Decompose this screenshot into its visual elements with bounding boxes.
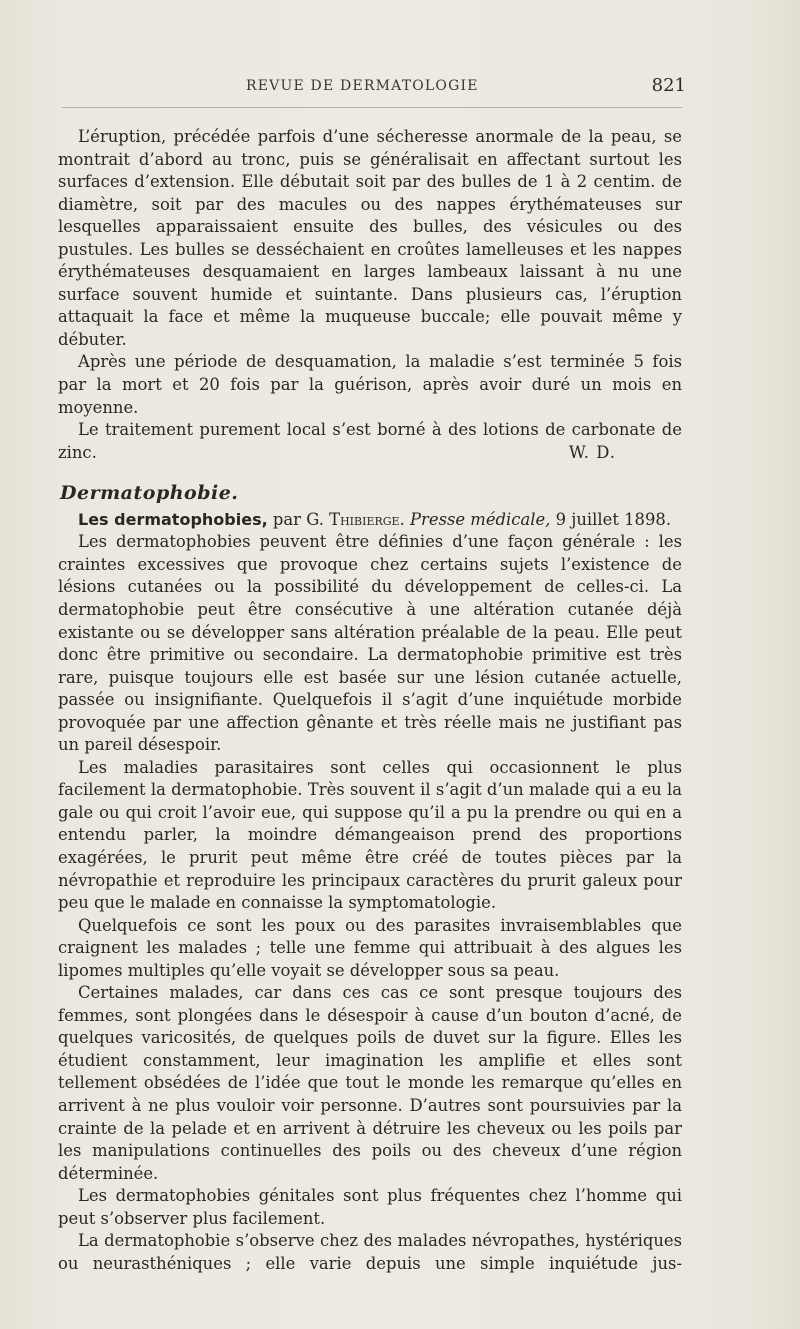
paragraph: L’éruption, précédée parfois d’une sécheresse anormale de la peau, se montrait d’abord au tronc, puis se généralisait en affectant surtout les surfaces d’extension. Elle débutait soit par des bulles de 1 à 2 centim. de diamètre, soit par des macules ou des nappes érythémateuses sur lesquelles apparaissaient ensuite des bulles, des vésicules ou des pustules. Les bulles se desséchaient en croûtes lamelleuses et les nappes érythémateuses desquamaient en larges lambeaux laissant à nu une surface souvent humide et suintante. Dans plusieurs cas, l’éruption attaquait la face et même la muqueuse buccale; elle pouvait même y débuter. [58,127,682,349]
article-title: Les dermatophobies, [78,509,268,529]
article-reference [58,509,682,532]
paragraph: Après une période de desquamation, la maladie s’est terminée 5 fois par la mort et 20 fois par la guérison, après avoir duré un mois en moyenne. [58,352,682,417]
article-date: 9 juillet 1898. [555,509,672,529]
paragraph: Les dermatophobies génitales sont plus fréquentes chez l’homme qui peut s’observer plus facilement. [58,1186,682,1228]
paragraph: Quelquefois ce sont les poux ou des parasites invraisemblables que craignent les malades ; telle une femme qui attribuait à des algues les lipomes multiples qu’elle voyait se développer sous sa peau. [58,915,682,980]
running-head [76,74,686,102]
page-number: 821 [651,75,686,96]
header-rule [62,107,682,108]
paragraph: Le traitement purement local s’est borné à des lotions de carbonate de zinc. [58,420,682,462]
paragraph: Les dermatophobies peuvent être définies d’une façon générale : les craintes excessives que provoque chez certains sujets l’existence de lésions cutanées ou la possibilité du développement de celles-ci. La dermatophobie peut être consécutive à une altération cutanée déjà existante ou se développer sans altération préalable de la peau. Elle peut donc être primitive ou secondaire. La dermatophobie primitive est très rare, puisque toujours elle est basée sur une lésion cutanée actuelle, passée ou insignifiante. Quelquefois il s’agit d’une inquiétude morbide provoquée par une affection gênante et très réelle mais ne justifiant pas un pareil désespoir. [58,532,682,755]
paragraph: La dermatophobie s’observe chez des malades névropathes, hystériques ou neurasthéniques ; elle varie depuis une simple inquiétude jus- [58,1231,682,1273]
signature: W. D. [568,442,616,462]
section-title: Dermatophobie. [60,482,239,505]
paragraph: Les maladies parasitaires sont celles qui occasionnent le plus facilement la dermatophobie. Très souvent il s’agit d’un malade qui a eu la gale ou qui croit l’avoir eue, qui suppose qu’il a pu la prendre ou qui en a entendu parler, la moindre démangeaison prend des proportions exagérées, le prurit peut même être créé de toutes pièces par la névropathie et reproduire les principaux caractères du prurit galeux pour peu que le malade en connaisse la symptomatologie. [58,757,682,913]
article-journal: Presse médicale, [410,509,551,529]
body-text [58,126,682,1275]
article-by: par [272,509,301,529]
article-author: G. Thibierge. [306,509,405,529]
journal-title: REVUE DE DERMATOLOGIE [246,78,479,94]
paragraph: Certaines malades, car dans ces cas ce sont presque toujours des femmes, sont plongées dans le désespoir à cause d’un bouton d’acné, de quelques varicosités, de quelques poils de duvet sur la figure. Elles les étudient constamment, leur imagination les amplifie et elles sont tellement obsédées de l’idée que tout le monde les remarque qu’elles en arrivent à ne plus vouloir voir personne. D’autres sont poursuivies par la crainte de la pelade et en arrivent à détruire les cheveux ou les poils par les manipulations continuelles des poils ou des cheveux d’une région déterminée. [58,983,682,1183]
